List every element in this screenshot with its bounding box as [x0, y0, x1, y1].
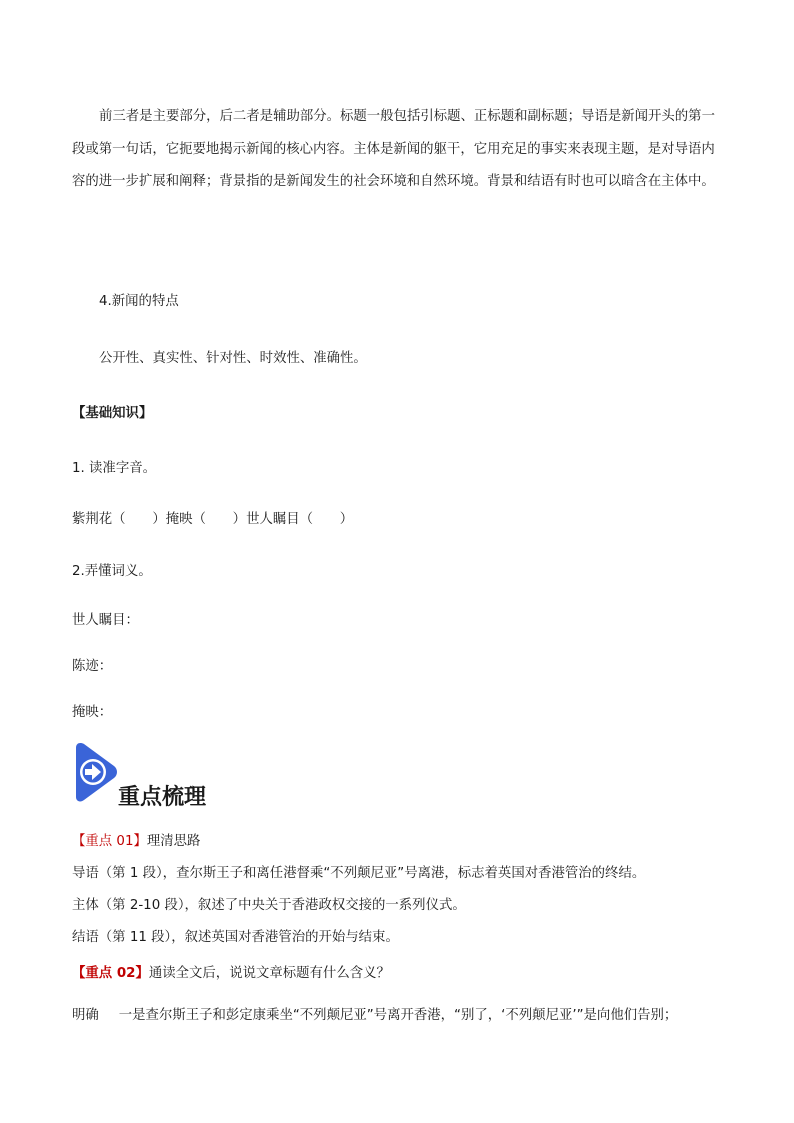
question-2: 2.弄懂词义。: [72, 564, 152, 579]
point-2-title: 通读全文后，说说文章标题有什么含义？: [148, 966, 390, 981]
term-2: 陈迹：: [72, 659, 113, 674]
point-2: [72, 962, 390, 981]
item4-content: 公开性、真实性、针对性、时效性、准确性。: [99, 351, 367, 366]
point-1-line-3: 结语（第 11 段），叙述英国对香港管治的开始与结束。: [72, 930, 399, 945]
answer-label: 明确: [72, 1008, 99, 1023]
answer-line: [72, 1004, 677, 1023]
point-1: [72, 830, 200, 849]
question-1: 1. 读准字音。: [72, 461, 156, 476]
point-1-line-2: 主体（第 2-10 段），叙述了中央关于香港政权交接的一系列仪式。: [72, 898, 466, 913]
arrow-right-icon: [72, 742, 118, 804]
basics-header: 【基础知识】: [72, 406, 153, 421]
point-1-title: 理清思路: [146, 834, 201, 849]
answer-text: 一是查尔斯王子和彭定康乘坐“不列颠尼亚”号离开香港，“别了，‘不列颠尼亚’”是向他们告别；: [118, 1008, 678, 1023]
item4-title: 4.新闻的特点: [99, 294, 179, 309]
intro-paragraph: 前三者是主要部分，后二者是辅助部分。标题一般包括引标题、正标题和副标题；导语是新闻开头的第一段或第一句话，它扼要地揭示新闻的核心内容。主体是新闻的躯干，它用充足的事实来表现主题，是对导语内容的进一步扩展和阐释；背景指的是新闻发生的社会环境和自然环境。背景和结语有时也可以暗含在主体中。: [72, 109, 715, 189]
point-2-tag: 【重点 02】: [72, 966, 149, 981]
question-1-words: 紫荆花（ ）掩映（ ）世人瞩目（ ）: [72, 512, 354, 527]
section-heading: 重点梳理: [118, 784, 207, 810]
term-1: 世人瞩目：: [72, 613, 139, 628]
point-1-tag: 【重点 01】: [72, 834, 147, 849]
term-3: 掩映：: [72, 705, 113, 720]
point-1-line-1: 导语（第 1 段），查尔斯王子和离任港督乘“不列颠尼亚”号离港，标志着英国对香港管治的终结。: [72, 866, 646, 881]
